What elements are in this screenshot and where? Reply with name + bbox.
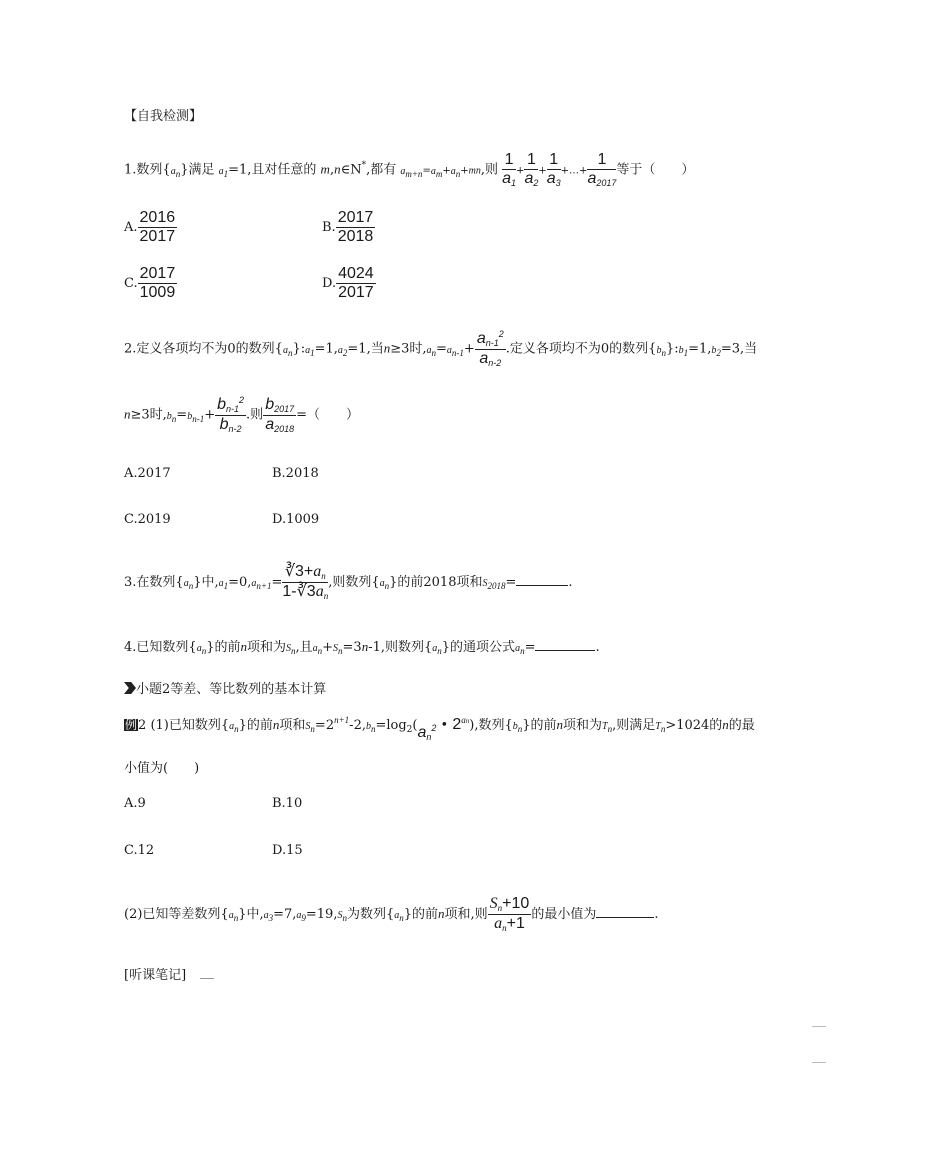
notes-line[interactable] [200,968,214,979]
example-2-part-2: (2)已知等差数列{an}中,a3=7,a9=19,Sn为数列{an}的前n项和,则 $\frac{S_n+10}{a_n+1}$ 的最小值为 . [124,895,659,933]
q1-option-b[interactable]: B. $\frac{2017}{2018}$ [322,209,374,245]
example-tag: 例 [125,718,138,732]
ex2-option-d[interactable]: D.15 [272,843,303,858]
answer-blank[interactable] [596,905,654,918]
q1-frac-1: $\frac{1}{a_1}$ [502,151,517,188]
question-3: 3.在数列{an}中,a1=0,an+1= $\frac{∛3+a_n}{1-∛3a_n}$ ,则数列{an}的前2018项和S2018= . [124,563,573,601]
section-title: 【自我检测】 [124,109,203,124]
q1-option-d[interactable]: D. $\frac{4024}{2017}$ [322,265,374,301]
question-2-line-2: n≥3时,bn=bn-1+ $\frac{b_{n-1}^2}{b_{n-2}}$ .则 $\frac{b_{2017}}{a_{2018}}$ =（ ） [124,395,360,434]
margin-line [812,1026,826,1027]
answer-blank[interactable] [535,638,595,651]
question-1: 1.数列{an}满足 a1=1,且对任意的 m,n∈N*,都有 am+n=am+an+mn,则 $\frac{1}{a_1}$ + $\frac{1}{a_2}$ + $\frac{1}{a_3}$ +…+ $\frac{1}{a_{2017}}$ 等于（ ） [124,151,695,188]
arrow-marker-icon [124,682,136,694]
margin-line [812,1062,826,1063]
sub-heading: 小题2等差、等比数列的基本计算 [124,682,326,696]
example-2-part-1: 例2 (1)已知数列{an}的前n项和$Sn=2^{n+1}-2,bn=\log_2(a_n^2$ • $2^{an}$),数列{bn}的前n项和为Tn,则满足Tn>1024的n的最 [125,715,755,742]
lecture-notes-label: [听课笔记] [124,968,214,982]
ex2-option-a[interactable]: A.9 [124,796,146,811]
q2-option-b[interactable]: B.2018 [272,466,319,481]
q1-option-a[interactable]: A. $\frac{2016}{2017}$ [124,209,176,245]
ex2-option-c[interactable]: C.12 [124,843,155,858]
q2-option-a[interactable]: A.2017 [124,466,171,481]
answer-blank[interactable] [516,573,568,586]
question-2-line-1: 2.定义各项均不为0的数列{an}:a1=1,a2=1,当n≥3时,an=an-1+ $\frac{a_{n-1}^2}{a_{n-2}}$ .定义各项均不为0的数列{bn}:b1=1,b2=3,当 [124,329,758,368]
ex2-option-b[interactable]: B.10 [272,796,303,811]
q1-option-c[interactable]: C. $\frac{2017}{1009}$ [124,265,176,301]
question-4: 4.已知数列{an}的前n项和为Sn,且an+Sn=3n-1,则数列{an}的通项公式an= . [124,639,600,656]
q2-option-d[interactable]: D.1009 [272,512,320,527]
example-2-part-1-line-2: 小值为( ) [124,761,200,776]
q2-option-c[interactable]: C.2019 [124,512,171,527]
